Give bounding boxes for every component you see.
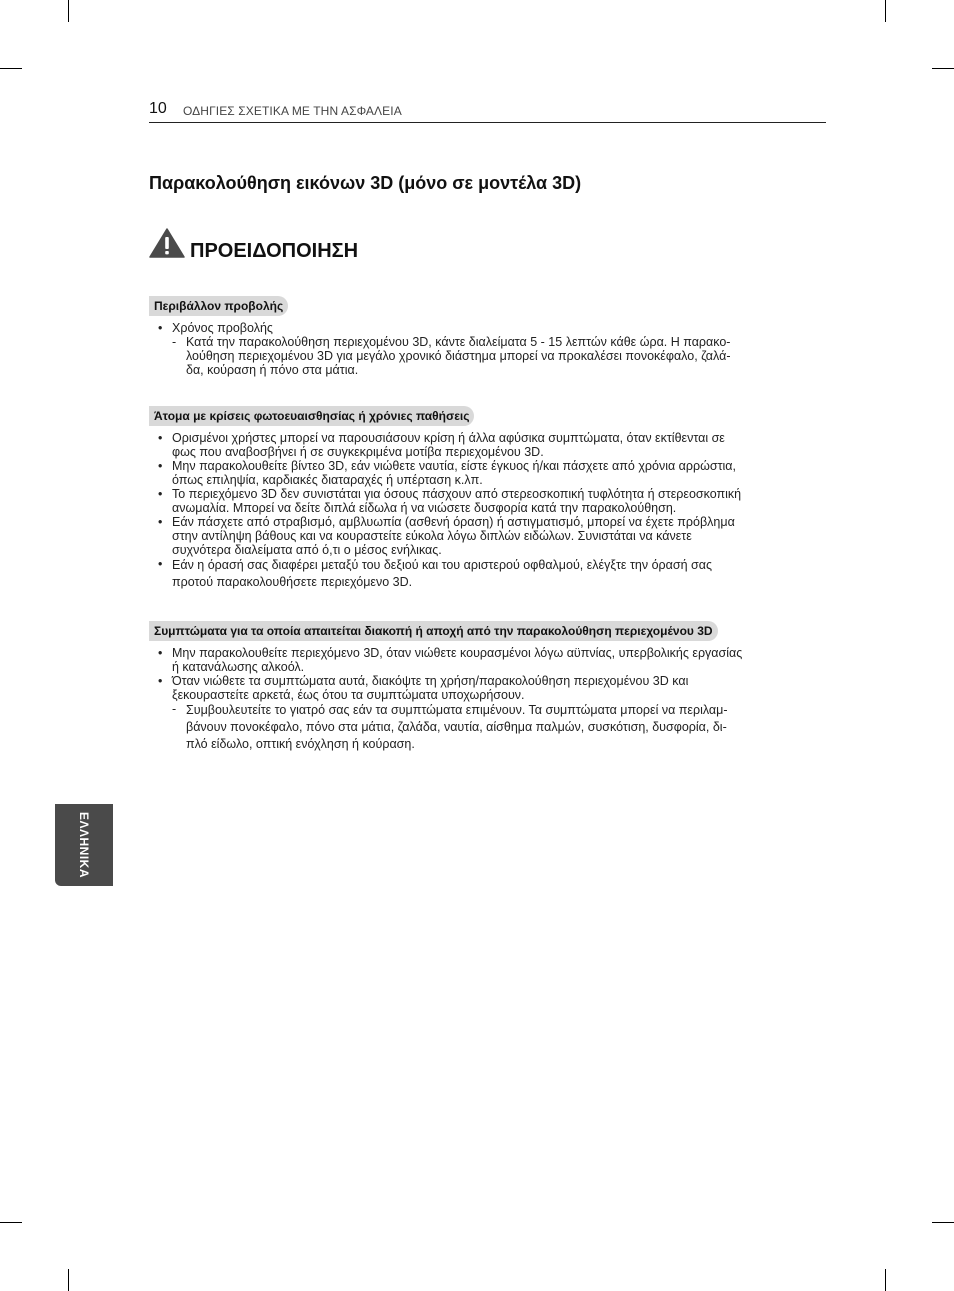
list-item: • Μην παρακολουθείτε βίντεο 3D, εάν νιώθετε ναυτία, είστε έγκυος ή/και πάσχετε από χρόνια αρρώστια, όπως επιληψία, καρδιακές διαταραχές ή υπέρταση κ.λπ. — [158, 459, 737, 487]
dash-icon: - — [172, 335, 177, 349]
section-title: Παρακολούθηση εικόνων 3D (μόνο σε μοντέλα 3D) — [149, 173, 582, 193]
list-item: • Μην παρακολουθείτε περιεχόμενο 3D, όταν νιώθετε κουρασμένοι λόγω αϋπνίας, υπερβολικής εργασίας ή κατανάλωσης αλκοόλ. — [158, 646, 743, 674]
section-body-environment — [149, 321, 829, 377]
bullet-icon: • — [158, 646, 163, 660]
list-item: • Εάν πάσχετε από στραβισμό, αμβλυωπία (ασθενή όραση) ή αστιγματισμό, μπορεί να έχετε πρόβλημα στην αντίληψη βάθους και να κουραστείτε εύκολα λόγω διπλών ειδώλων. Συνιστάται να κάνετε συχνότερα διαλείματα από ό,τι ο μέσος ενήλικας. — [158, 515, 735, 557]
language-tab-label: ΕΛΛΗΝΙΚΑ — [77, 811, 91, 879]
bullet-icon: • — [158, 515, 163, 529]
page-header — [149, 100, 826, 123]
list-item: • Το περιεχόμενο 3D δεν συνιστάται για όσους πάσχουν από στερεοσκοπική τυφλότητα ή στερεοσκοπική ανωμαλία. Μπορεί να δείτε διπλά είδωλα ή να νιώσετε δυσφορία κατά την παρακολούθηση. — [158, 487, 742, 515]
warning-title: ΠΡΟΕΙΔΟΠΟΙΗΣΗ — [190, 240, 359, 262]
warning-triangle-icon — [149, 228, 185, 258]
list-subitem: - Συμβουλευτείτε το γιατρό σας εάν τα συμπτώματα επιμένουν. Τα συμπτώματα μπορεί να περιλαμ- βάνουν πονοκέφαλο, πόνο στα μάτια, ζαλάδα, ναυτία, αίσθημα παλμών, συσκότιση, δυσφορία, δι- πλό είδωλο, οπτική ενόχληση ή κούραση. — [172, 702, 728, 751]
crop-mark — [932, 1222, 954, 1223]
bullet-icon: • — [158, 557, 163, 571]
section-heading-photosensitivity: Άτομα με κρίσεις φωτοευαισθησίας ή χρόνιες παθήσεις — [149, 406, 474, 426]
bullet-icon: • — [158, 431, 163, 445]
page-number: 10 — [149, 100, 167, 117]
crop-mark — [0, 68, 22, 69]
running-title: ΟΔΗΓΙΕΣ ΣΧΕΤΙΚΑ ΜΕ ΤΗΝ ΑΣΦΑΛΕΙΑ — [183, 104, 402, 118]
crop-mark — [885, 1269, 886, 1291]
section-body-symptoms — [149, 646, 829, 753]
list-item: • Ορισμένοι χρήστες μπορεί να παρουσιάσουν κρίση ή άλλα αφύσικα συμπτώματα, όταν εκτίθενται σε φως που αναβοσβήνει ή σε συγκεκριμένα μοτίβα περιεχομένου 3D. — [158, 431, 725, 459]
crop-mark — [68, 1269, 69, 1291]
list-subitem: - Κατά την παρακολούθηση περιεχομένου 3D, κάντε διαλείματα 5 - 15 λεπτών κάθε ώρα. Η παρακο- λούθηση περιεχομένου 3D για μεγάλο χρονικό διάστημα μπορεί να προκαλέσει πονοκέφαλο, ζαλά- δα, κούραση ή πόνο στα μάτια. — [172, 335, 731, 377]
language-tab — [55, 804, 113, 886]
bullet-icon: • — [158, 459, 163, 473]
dash-icon: - — [172, 702, 177, 716]
bullet-icon: • — [158, 321, 163, 335]
list-item: • Χρόνος προβολής — [158, 321, 273, 335]
list-item: • Εάν η όρασή σας διαφέρει μεταξύ του δεξιού και του αριστερού οφθαλμού, ελέγξτε την όρασή σας προτού παρακολουθήσετε περιεχόμενο 3D. — [158, 557, 712, 589]
section-body-photosensitivity — [149, 431, 829, 591]
section-heading-symptoms: Συμπτώματα για τα οποία απαιτείται διακοπή ή αποχή από την παρακολούθηση περιεχομένου 3D — [149, 621, 718, 641]
crop-mark — [885, 0, 886, 22]
list-item: • Όταν νιώθετε τα συμπτώματα αυτά, διακόψτε τη χρήση/παρακολούθηση περιεχομένου 3D και ξεκουραστείτε αρκετά, έως ότου τα συμπτώματα υποχωρήσουν. — [158, 674, 689, 702]
bullet-icon: • — [158, 674, 163, 688]
crop-mark — [932, 68, 954, 69]
bullet-icon: • — [158, 487, 163, 501]
section-heading-environment: Περιβάλλον προβολής — [149, 296, 288, 316]
crop-mark — [68, 0, 69, 22]
crop-mark — [0, 1222, 22, 1223]
